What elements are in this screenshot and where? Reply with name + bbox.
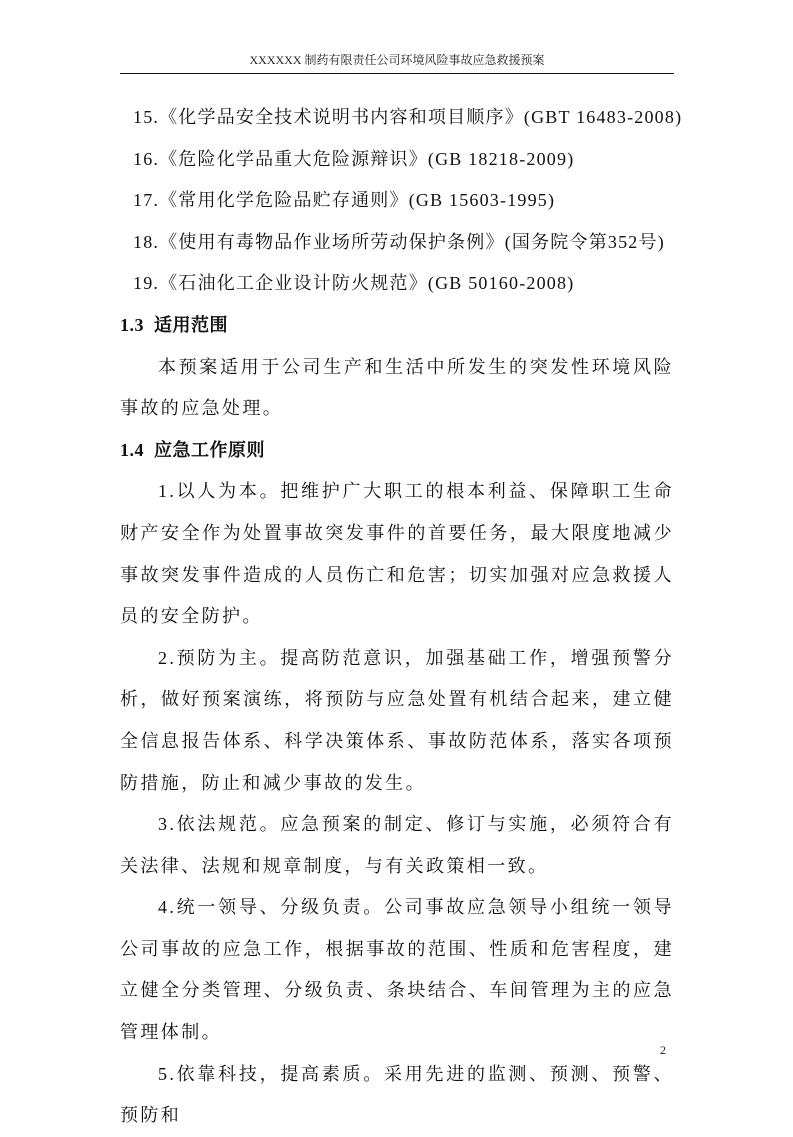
section-title: 适用范围 — [154, 314, 228, 335]
reference-number: 16. — [133, 148, 160, 169]
paragraph-principle-1: 1.以人为本。把维护广大职工的根本利益、保障职工生命财产安全作为处置事故突发事件的首要任务，最大限度地减少事故突发事件造成的人员伤亡和危害；切实加强对应急救援人员的安全防护。 — [120, 481, 674, 627]
page-number: 2 — [660, 1043, 666, 1057]
reference-list — [120, 97, 683, 305]
running-header: XXXXXX 制药有限责任公司环境风险事故应急救援预案 — [249, 53, 545, 67]
paragraph-principle-4: 4.统一领导、分级负责。公司事故应急领导小组统一领导公司事故的应急工作，根据事故的范围、性质和危害程度，建立健全分类管理、分级负责、条块结合、车间管理为主的应急管理体制。 — [120, 897, 674, 1043]
document-body — [120, 97, 683, 1137]
reference-item — [120, 263, 674, 305]
reference-text: 《化学品安全技术说明书内容和项目顺序》(GBT 16483-2008) — [159, 107, 683, 127]
reference-item — [120, 180, 674, 222]
reference-item — [120, 222, 674, 264]
section-title: 应急工作原则 — [154, 439, 265, 460]
paragraph: 本预案适用于公司生产和生活中所发生的突发性环境风险事故的应急处理。 — [120, 356, 674, 419]
paragraph-principle-5: 5.依靠科技，提高素质。采用先进的监测、预测、预警、预防和 — [120, 1063, 674, 1126]
reference-text: 《使用有毒物品作业场所劳动保护条例》(国务院令第352号) — [159, 231, 665, 252]
paragraph-principle-2: 2.预防为主。提高防范意识，加强基础工作，增强预警分析，做好预案演练，将预防与应急处置有机结合起来，建立健全信息报告体系、科学决策体系、事故防范体系，落实各项预防措施，防止和减少事故的发生。 — [120, 647, 674, 793]
section-heading-1-4 — [120, 430, 674, 472]
section-number: 1.3 — [120, 314, 144, 335]
reference-item — [120, 97, 683, 139]
header-rule — [120, 73, 674, 74]
reference-text: 《常用化学危险品贮存通则》(GB 15603-1995) — [159, 190, 556, 211]
reference-number: 15. — [133, 107, 160, 127]
reference-text: 《石油化工企业设计防火规范》(GB 50160-2008) — [159, 273, 575, 294]
reference-number: 19. — [133, 273, 160, 294]
section-number: 1.4 — [120, 439, 144, 460]
section-heading-1-3 — [120, 305, 674, 347]
reference-item — [120, 139, 674, 181]
reference-number: 18. — [133, 231, 160, 252]
reference-text: 《危险化学品重大危险源辩识》(GB 18218-2009) — [159, 148, 575, 169]
reference-number: 17. — [133, 190, 160, 211]
paragraph-principle-3: 3.依法规范。应急预案的制定、修订与实施，必须符合有关法律、法规和规章制度，与有关政策相一致。 — [120, 814, 674, 876]
